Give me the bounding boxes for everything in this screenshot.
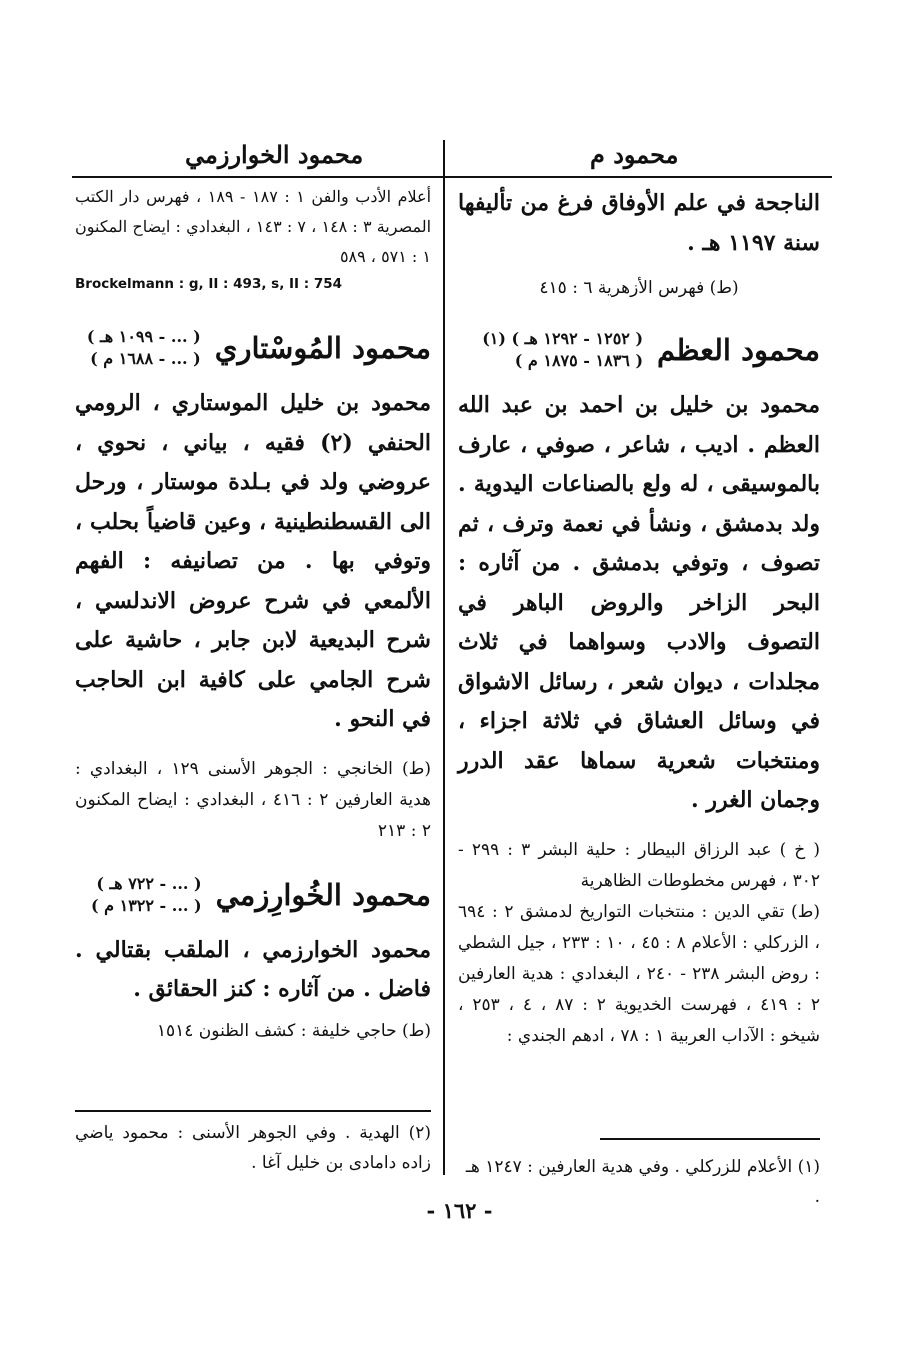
continued-reference: أعلام الأدب والفن ١ : ١٨٧ - ١٨٩ ، فهرس دار الكتب المصرية ٣ : ١٤٨ ، ٧ : ١٤٣ ، البغدادي : ايضاح المكنون ١ : ٥٧١ ، ٥٨٩: [75, 187, 432, 266]
entry-dates: [87, 326, 201, 370]
dates-hijri: ( ... - ١٠٩٩ هـ ): [86, 327, 201, 346]
entry-body: محمود بن خليل بن احمد بن عبد الله العظم . اديب ، شاعر ، صوفي ، عارف بالموسيقى ، له ولع بالصناعات اليدوية . ولد بدمشق ، ونشأ في نعمة وترف ، ثم تصوف ، وتوفي بدمشق . من آثاره : البحر الزاخر والروض الباهر في التصوف والادب وسواهما في ثلاث مجلدات ، ديوان شعر ، رسائل الاشواق في وسائل العشاق في ثلاثة اجزاء ، ومنتخبات شعرية سماها عقد الدرر وجمان الغرر .: [458, 392, 820, 813]
continued-latin-reference: Brockelmann : g, II : 493, s, II : 754: [75, 276, 343, 292]
entry-name: محمود المُوسْتاري: [214, 331, 431, 365]
running-head-right: محمود م: [590, 140, 679, 169]
reference-manuscripts: ( خ ) عبد الرزاق البيطار : حلية البشر ٣ : ٢٩٩ - ٣٠٢ ، فهرس مخطوطات الظاهرية: [458, 839, 820, 891]
entry-reference: (ط) حاجي خليفة : كشف الظنون ١٥١٤: [156, 1020, 431, 1041]
column-divider: [443, 140, 445, 1175]
entry-body: محمود الخوارزمي ، الملقب بقتالي . فاضل . من آثاره : كنز الحقائق .: [75, 936, 431, 1002]
dates-hijri: ( ... - ٧٢٢ هـ ): [96, 873, 202, 893]
dates-hijri: ( ١٢٥٢ - ١٢٩٢ هـ ) (١): [482, 329, 644, 348]
dates-gregorian: ( ... - ١٣٢٢ م ): [90, 895, 202, 915]
dates-gregorian: ( ١٨٣٦ - ١٨٧٥ م ): [514, 351, 644, 370]
dates-gregorian: ( ... - ١٦٨٨ م ): [90, 349, 201, 368]
footnote-right: (١) الأعلام للزركلي . وفي هدية العارفين : ١٢٤٧ هـ .: [465, 1157, 820, 1207]
entry-name: محمود الخُوارِزمي: [215, 877, 431, 912]
entry-dates: [91, 873, 202, 917]
entry-body: محمود بن خليل الموستاري ، الرومي الحنفي (٢) فقيه ، بياني ، نحوي ، عروضي ولد في بـلدة موستار ، ورحل الى القسطنطينية ، وعين قاضياً بحلب ، وتوفي بها . من تصانيفه : الفهم الألمعي في شرح عروض الاندلسي ، شرح البديعية لابن جابر ، حاشية على شرح الجامي على كافية ابن الحاجب في النحو .: [75, 390, 431, 732]
entry-heading-khwarazmi: [75, 873, 431, 917]
left-column: [75, 140, 431, 1047]
reference-printed: (ط) تقي الدين : منتخبات التواريخ لدمشق ٢ : ٦٩٤ ، الزركلي : الأعلام ٨ : ٤٥ ، ١٠ : ٢٣٣ ، جيل الشطي : روض البشر ٢٣٨ - ٢٤٠ ، البغدادي : هدية العارفين ٢ : ٤١٩ ، فهرست الخديوية ٢ : ٨٧ ، ٤ ، ٢٥٣ ، شيخو : الآداب العربية ١ : ٧٨ ، ادهم الجندي :: [458, 901, 821, 1046]
entry-name: محمود العظم: [657, 333, 820, 367]
right-column: [458, 140, 820, 1052]
page-number: - ١٦٢ -: [426, 1198, 493, 1223]
continued-text: الناجحة في علم الأوفاق فرغ من تأليفها سنة ١١٩٧ هـ .: [458, 190, 820, 256]
entry-reference: (ط) الخانجي : الجوهر الأسنى ١٢٩ ، البغدادي : هدية العارفين ٢ : ٤١٦ ، البغدادي : ايضاح المكنون ٢ : ٢١٣: [75, 758, 432, 841]
footnote-rule-right: [600, 1138, 820, 1140]
entry-heading-azm: [458, 328, 820, 372]
entry-heading-mostari: [75, 326, 431, 370]
continued-reference: (ط) فهرس الأزهرية ٦ : ٤١٥: [539, 278, 739, 298]
footnote-rule-left: [75, 1110, 431, 1112]
entry-dates: [482, 328, 643, 372]
footnote-left: (٢) الهدية . وفي الجوهر الأسنى : محمود ياضي زاده دامادى بن خليل آغا .: [75, 1123, 431, 1173]
running-head-left: محمود الخوارزمي: [185, 140, 364, 169]
